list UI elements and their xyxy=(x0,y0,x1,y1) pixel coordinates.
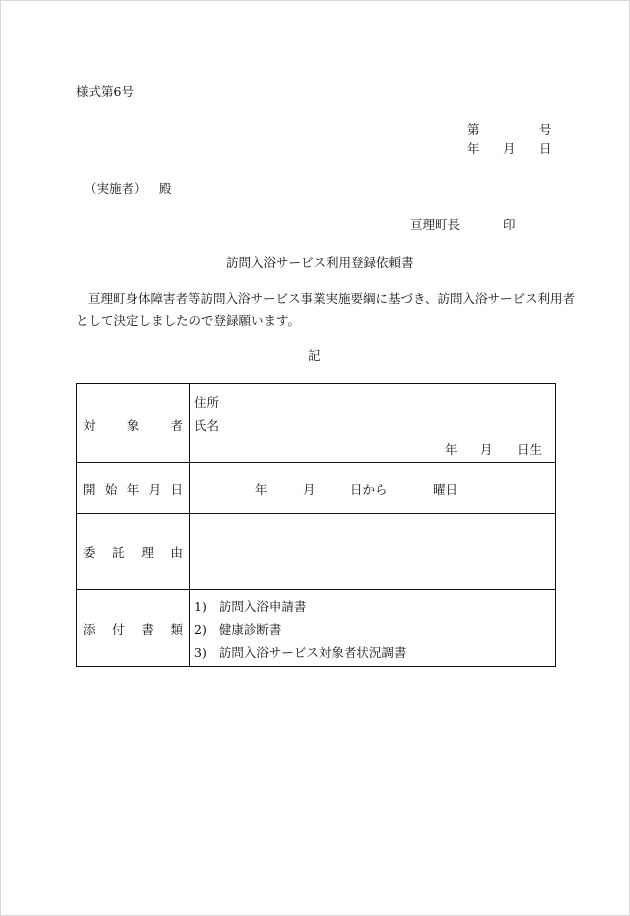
body-line-2: として決定しましたので登録願います。 xyxy=(76,313,301,328)
subject-label: 対 象 者 xyxy=(83,418,183,433)
registration-table xyxy=(76,383,556,667)
body-line-1: 亘理町身体障害者等訪問入浴サービス事業実施要綱に基づき、訪問入浴サービス利用者 xyxy=(88,291,576,306)
addressee-name: （実施者） xyxy=(84,181,147,196)
start-weekday: 曜日 xyxy=(433,482,459,497)
name-label: 氏名 xyxy=(194,418,220,433)
table-row-attachments xyxy=(77,590,555,666)
date-year: 年 xyxy=(467,141,480,156)
issuer-seal: 印 xyxy=(503,217,516,232)
dob-month: 月 xyxy=(480,442,493,457)
dob-day: 日生 xyxy=(517,442,543,457)
start-month: 月 xyxy=(303,482,316,497)
attachments-label: 添 付 書 類 xyxy=(83,622,183,637)
table-row-reason xyxy=(77,514,555,590)
date-month: 月 xyxy=(503,141,516,156)
attachment-item: 1) 訪問入浴申請書 xyxy=(194,599,307,614)
issuer-name: 亘理町長 xyxy=(410,217,461,232)
attachment-item: 3) 訪問入浴サービス対象者状況調書 xyxy=(194,645,407,660)
dob-year: 年 xyxy=(445,442,458,457)
start-day: 日から xyxy=(350,482,388,497)
document-title: 訪問入浴サービス利用登録依頼書 xyxy=(226,255,414,270)
doc-number-prefix: 第 xyxy=(467,122,480,137)
doc-number-suffix: 号 xyxy=(539,122,552,137)
table-row-start-date xyxy=(77,463,555,514)
attachment-item: 2) 健康診断書 xyxy=(194,622,282,637)
form-number: 様式第6号 xyxy=(76,84,134,99)
table-row-subject xyxy=(77,384,555,463)
addressee-honorific: 殿 xyxy=(159,181,172,196)
ki-heading: 記 xyxy=(308,348,321,363)
start-date-label: 開 始 年 月 日 xyxy=(83,482,183,497)
start-year: 年 xyxy=(255,482,268,497)
date-day: 日 xyxy=(539,141,552,156)
address-label: 住所 xyxy=(194,395,220,410)
reason-label: 委 託 理 由 xyxy=(83,545,183,560)
